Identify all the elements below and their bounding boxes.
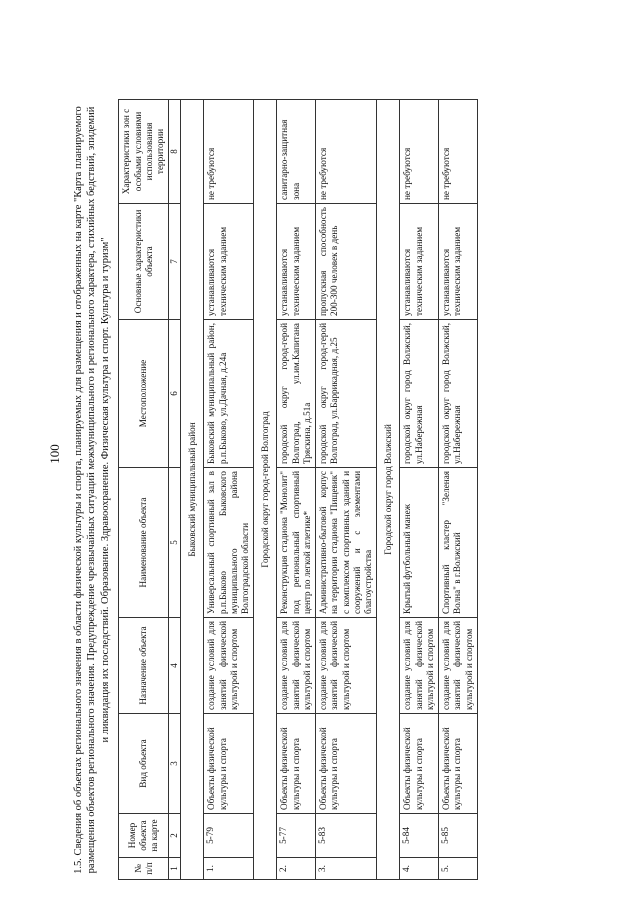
column-number: 2: [169, 814, 181, 858]
table-row: [400, 100, 439, 880]
rotated-content: [72, 100, 478, 880]
object-purpose: создание условий для занятий физической культурой и спортом: [400, 618, 439, 714]
zone-characteristics: не требуются: [400, 100, 439, 204]
column-number: 5: [169, 468, 181, 618]
object-location: городской округ город Волжский, ул.Набережная: [400, 320, 439, 468]
row-number: 4.: [400, 858, 439, 880]
row-number: 2.: [277, 858, 316, 880]
object-location: городской округ город Волжский, ул.Набережная: [439, 320, 478, 468]
object-name: Реконструкция стадиона "Монолит" под региональный спортивный центр по легкой атлетике*: [277, 468, 316, 618]
section-row: [254, 100, 277, 880]
object-purpose: создание условий для занятий физической культурой и спортом: [439, 618, 478, 714]
row-number: 1.: [204, 858, 254, 880]
object-characteristics: устанавливаются техническим заданием: [204, 204, 254, 320]
table-caption: 1.5. Сведения об объектах регионального значения в области физической культуры и спорта, планируемых для размещения и отображенных на карте "Карта планируемого размещения объектов регионального значения. Предупреждение чрезвычайных ситуаций межмуниципального и регионального характера, стихийных бедствий, эпидемий и ликвидация их последствий. Образование. Здравоохранение. Физическая культура и спорт. Культура и туризм": [73, 106, 111, 874]
table-row: [316, 100, 377, 880]
map-number: 5-85: [439, 814, 478, 858]
header-cell: Вид объекта: [119, 714, 169, 814]
object-purpose: создание условий для занятий физической культурой и спортом: [277, 618, 316, 714]
row-number: 3.: [316, 858, 377, 880]
object-characteristics: устанавливаются техническим заданием: [400, 204, 439, 320]
column-number: 3: [169, 714, 181, 814]
map-number: 5-83: [316, 814, 377, 858]
column-number: 1: [169, 858, 181, 880]
column-number: 7: [169, 204, 181, 320]
object-characteristics: пропускная способность 200-300 человек в день: [316, 204, 377, 320]
header-row: [119, 100, 169, 880]
header-cell: Назначение объекта: [119, 618, 169, 714]
column-number: 6: [169, 320, 181, 468]
table-row: [277, 100, 316, 880]
map-number: 5-84: [400, 814, 439, 858]
object-kind: Объекты физической культуры и спорта: [400, 714, 439, 814]
object-kind: Объекты физической культуры и спорта: [316, 714, 377, 814]
section-row: [181, 100, 204, 880]
map-number: 5-79: [204, 814, 254, 858]
object-kind: Объекты физической культуры и спорта: [204, 714, 254, 814]
header-cell: Основные характеристики объекта: [119, 204, 169, 320]
section-title: Городской округ город-герой Волгоград: [254, 100, 277, 880]
header-cell: № п/п: [119, 858, 169, 880]
column-number: 8: [169, 100, 181, 204]
page-number: 100: [47, 444, 62, 464]
object-purpose: создание условий для занятий физической культурой и спортом: [316, 618, 377, 714]
object-name: Крытый футбольный манеж: [400, 468, 439, 618]
section-row: [377, 100, 400, 880]
object-name: Универсальный спортивный зал в р.п.Быково Быковского муниципального района Волгоградской области: [204, 468, 254, 618]
header-cell: Номер объекта на карте: [119, 814, 169, 858]
header-cell: Характеристики зон с особыми условиями использования территории: [119, 100, 169, 204]
object-name: Административно-бытовой корпус на территории стадиона "Пищевик" с комплексом спортивных зданий и сооружений и с элементами благоустройства: [316, 468, 377, 618]
zone-characteristics: санитарно-защитная зона: [277, 100, 316, 204]
object-location: городской округ город-герой Волгоград, ул.Баррикадная, д.25: [316, 320, 377, 468]
header-cell: Местоположение: [119, 320, 169, 468]
header-cell: Наименование объекта: [119, 468, 169, 618]
object-location: городской округ город-герой Волгоград, ул.им.Капитана Тряскина, д.51а: [277, 320, 316, 468]
object-characteristics: устанавливаются техническим заданием: [277, 204, 316, 320]
object-location: Быковский муниципальный район, р.п.Быково, ул.Дачная, д.24а: [204, 320, 254, 468]
object-characteristics: устанавливаются техническим заданием: [439, 204, 478, 320]
zone-characteristics: не требуются: [204, 100, 254, 204]
map-number: 5-77: [277, 814, 316, 858]
object-purpose: создание условий для занятий физической культурой и спортом: [204, 618, 254, 714]
row-number: 5.: [439, 858, 478, 880]
zone-characteristics: не требуются: [316, 100, 377, 204]
object-kind: Объекты физической культуры и спорта: [439, 714, 478, 814]
object-name: Спортивный кластер "Зеленая Волна" в г.Волжский: [439, 468, 478, 618]
zone-characteristics: не требуются: [439, 100, 478, 204]
column-number-row: [169, 100, 181, 880]
objects-table: [118, 99, 477, 880]
column-number: 4: [169, 618, 181, 714]
section-title: Быковский муниципальный район: [181, 100, 204, 880]
object-kind: Объекты физической культуры и спорта: [277, 714, 316, 814]
table-row: [439, 100, 478, 880]
table-row: [204, 100, 254, 880]
section-title: Городской округ город Волжский: [377, 100, 400, 880]
